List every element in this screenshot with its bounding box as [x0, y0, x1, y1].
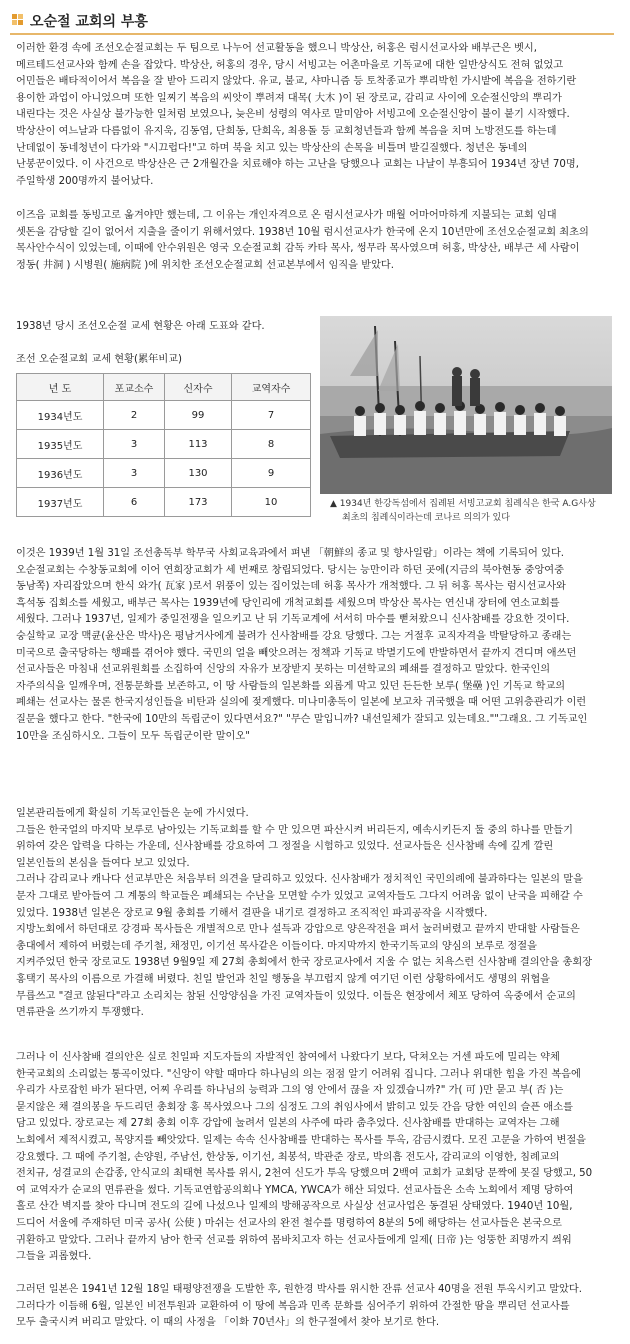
- baptism-photo: [320, 316, 612, 494]
- text-line: 흑석동 집회소를 세웠고, 배부근 목사는 1939년에 당인리에 개척교회를 세웠으며 박상산 목사는 연신내 장터에 연소교회를: [16, 597, 560, 609]
- text-line: 지켜주었던 한국 장로교도 1938년 9월9일 제 27회 총회에서 한국 장로교사에서 지울 수 없는 치욕스런 신사참배 결의안을 총회장: [16, 957, 593, 969]
- column-header: 년 도: [17, 374, 104, 401]
- table-header-row: [17, 374, 311, 401]
- text-line: 총대에서 제하여 버렸는데 주기철, 채정민, 이기선 목사같은 이들이다. 마지막까지 한국기독교의 양심의 보루로 정절을: [16, 940, 537, 952]
- table-cell: 6: [104, 488, 165, 517]
- text-line: 폐쇄는 선교사는 물론 한국지성인들을 비탄과 실의에 젖게했다. 미나미총독이 일본에 보고차 귀국했을 때 어떤 고위층관리가 이런: [16, 697, 587, 709]
- photo-caption: [330, 497, 596, 525]
- intro-paragraph: [16, 41, 614, 190]
- text-line: 숭실학교 교장 맥큔(윤산은 박사)은 평남거사에게 불려가 신사참배를 강요 당했다. 그는 거절후 교직자격을 박탈당하고 종래는: [16, 630, 572, 642]
- text-line: 담고 있었다. 장로교는 제 27회 총회 이후 강압에 눌려서 일본의 사주에 따라 춤추었다. 신사참배를 반대하는 교역자는 그해: [16, 1118, 560, 1130]
- text-line: 자주의식을 일깨우며, 전통문화를 보존하고, 이 땅 사람들의 일본화를 외롭게 막고 있던 든든한 보루( 堡壘 )인 기독교 학교의: [16, 680, 566, 692]
- text-line: 그들을 괴롭혔다.: [16, 1251, 92, 1263]
- table-cell: 99: [165, 401, 232, 430]
- text-line: 동남쪽) 자리잡았으며 한식 와가( 瓦家 )로서 위풍이 있는 집이었는데 허홍 목사가 개척했다. 그 뒤 허홍 목사는 럼시선교사와: [16, 581, 566, 593]
- text-line: 오순절교회는 수창동교회에 이어 연희장교회가 세 번째로 창립되었다. 당시는 능만이라 하던 곳에(지금의 북아현동 중앙여중: [16, 564, 564, 576]
- table-cell: 9: [232, 459, 311, 488]
- status-sentence: 1938년 당시 조선오순절 교세 현황은 아래 도표와 같다.: [16, 321, 265, 332]
- caption-line: 최초의 침례식이라는데 코나르 의의가 있다: [342, 513, 510, 523]
- text-line: 홀로 산간 벽지를 찾아 다니며 전도의 길에 나섰으나 일제의 방해공작으로 사실상 선교사업은 동결된 상태였다. 1940년 10월,: [16, 1201, 573, 1213]
- table-row: [17, 430, 311, 459]
- table-cell: 1937년도: [17, 488, 104, 517]
- officials-paragraph: [16, 806, 614, 1022]
- church-stats-table: [16, 373, 311, 517]
- text-line: 질문을 했다고 한다. "한국에 10만의 독립군이 있다면서요?" "무슨 말입니까? 내선일체가 잘되고 있는데요.""그래요. 그 기독교인: [16, 713, 588, 725]
- resolution-paragraph: [16, 1050, 614, 1266]
- bullet-squares-icon: [12, 14, 24, 26]
- table-cell: 1934년도: [17, 401, 104, 430]
- history-paragraph: [16, 546, 614, 745]
- table-cell: 173: [165, 488, 232, 517]
- text-line: 일본인들의 본심을 들여다 보고 있었다.: [16, 857, 190, 869]
- text-line: 이러한 환경 속에 조선오순절교회는 두 팀으로 나누어 선교활동을 했으니 박상산, 허홍은 럼시선교사와 배부근은 벳시,: [16, 43, 537, 54]
- text-line: 그들은 한국얼의 마지막 보루로 남아있는 기독교회를 할 수 만 있으면 파산시켜 버리든지, 예속시키든지 둘 중의 하나를 만들기: [16, 824, 573, 836]
- header-divider: [10, 33, 614, 35]
- text-line: 묻지않은 채 결의봉을 두드리던 총회장 홍 목사였으나 그의 심정도 그의 취임사에서 밝히고 있듯 간음 당한 여인의 슬픈 애소를: [16, 1101, 573, 1113]
- section-title: 오순절 교회의 부흥: [30, 14, 148, 30]
- column-header: 포교소수: [104, 374, 165, 401]
- text-line: 일본관리들에게 확실히 기독교인들은 눈에 가시였다.: [16, 808, 249, 819]
- text-line: 문자 그대로 받아들여 그 계통의 학교들은 폐쇄되는 수난을 모면할 수가 있었고 교역자들도 그다지 어려움 없이 난국을 피해갈 수: [16, 890, 583, 902]
- text-line: 용이한 과업이 아니었으며 또한 일찌기 복음의 씨앗이 뿌려져 대목( 大木 )이 된 장로교, 감리교 사이에 오순절신앙의 뿌리가: [16, 92, 562, 104]
- text-line: 위하여 갖은 압력을 다하는 가운데, 신사참배를 강요하여 그 정절을 시험하고 있었다. 선교사들은 신사참배 속에 깊게 깔린: [16, 841, 554, 853]
- text-line: 주일학생 200명까지 불어났다.: [16, 175, 154, 187]
- text-line: 모두 출국시켜 버리고 말았다. 이 때의 사정을 「이화 70년사」의 한구절에서 찾아 보기로 한다.: [16, 1317, 440, 1329]
- text-line: 여 교역자가 순교의 면류관을 썼다. 기독교연합공의회나 YMCA, YWCA가 해산 되었다. 선교사들은 소속 노회에서 제명 당하여: [16, 1184, 574, 1196]
- text-line: 내린다는 것은 사실상 불가능한 일처럼 보였으나, 늦은비 성령의 역사로 말미암아 서빙고에 오순절신앙이 불이 붙기 시작했다.: [16, 109, 570, 121]
- text-line: 우리가 사로잡힌 바가 된다면, 어찌 우리를 하나님의 능력과 그의 영 안에서 끊을 자 있겠습니까?" 가( 可 )만 묻고 부( 否 )는: [16, 1085, 564, 1097]
- table-cell: 3: [104, 459, 165, 488]
- text-line: 난데없이 동네청년이 다가와 "시끄럽다!"고 하며 북을 치고 있는 박상산의 손목을 비틀며 발길질했다. 청년은 동네의: [16, 142, 528, 154]
- table-cell: 2: [104, 401, 165, 430]
- caption-line: ▲ 1934년 한강독섬에서 집례된 서빙고교회 침례식은 한국 A.G사상: [330, 499, 596, 509]
- text-line: 지방노회에서 하던대로 강경파 목사들은 개별적으로 만나 설득과 강압으로 양은작전을 펴서 눌러버렸고 끝까지 반대할 사람들은: [16, 924, 580, 936]
- text-line: 정동( 井洞 ) 시병원( 施病院 )에 위치한 조선오순절교회 선교본부에서 임직을 받았다.: [16, 259, 395, 271]
- text-line: 그러나 감리교나 캐나다 선교부만은 처음부터 의견을 달리하고 있었다. 신사참배가 정치적인 국민의례에 불과하다는 일본의 말을: [16, 874, 583, 886]
- closing-paragraph: [16, 1282, 614, 1332]
- table-title: 조선 오순절교회 교세 현황(累年비교): [16, 354, 182, 365]
- text-line: 10만을 조심하시오. 그들이 모두 독립군이란 말이오": [16, 730, 250, 742]
- baptism-photo-image: [320, 316, 612, 494]
- text-line: 면류관을 쓰기까지 투쟁했다.: [16, 1007, 144, 1019]
- text-line: 미국으로 출국당하는 행패를 겪어야 했다. 국민의 얼을 빼앗으려는 정책과 기독교 박멸기도에 반발하면서 끝까지 견디며 애쓰던: [16, 647, 577, 659]
- move-paragraph: [16, 208, 614, 274]
- text-line: 난봉꾼이었다. 이 사건으로 박상산은 근 2개월간을 치료해야 하는 고난을 당했으나 교회는 나날이 부흥되어 1934년 장년 70명,: [16, 159, 579, 171]
- text-line: 이즈음 교회를 동빙고로 옮겨야만 했는데, 그 이유는 개인자격으로 온 럼시선교사가 매월 어마어마하게 지불되는 교회 임대: [16, 210, 557, 221]
- text-line: 박상산이 여느날과 다름없이 유지욱, 김동엽, 단희동, 단희옥, 최용돌 등 교회청년들과 함께 복음을 치며 노방전도를 하는데: [16, 125, 557, 137]
- text-line: 그러나 이 신사참배 결의안은 실로 친일파 지도자들의 자발적인 참여에서 나왔다기 보다, 닥쳐오는 거센 파도에 밀리는 약체: [16, 1052, 560, 1063]
- text-line: 한국교회의 소리없는 통곡이었다. "신앙이 약할 때마다 하나님의 의는 점점 알기 어려워 집니다. 그러나 위대한 힘을 가진 복음에: [16, 1068, 581, 1080]
- text-line: 셋돈을 감당할 길이 없어서 지출을 줄이기 위해서였다. 1938년 10월 럼시선교사가 한국에 온지 10년만에 조선오순절교회 최초의: [16, 226, 589, 238]
- table-cell: 10: [232, 488, 311, 517]
- text-line: 전치규, 성결교의 손갑종, 안식교의 최태현 목사를 위시, 2천여 신도가 투옥 당했으며 2백여 교회가 교회당 문짝에 못질 당했고, 50: [16, 1168, 593, 1180]
- table-cell: 1936년도: [17, 459, 104, 488]
- text-line: 홍택기 목사의 이름으로 가결해 버렸다. 친일 발언과 친일 행동을 부끄럽지 않게 여기던 이런 상황하에서도 생명의 위협을: [16, 973, 551, 985]
- text-line: 노회에서 제적시켰고, 목양지를 빼앗았다. 일제는 속속 신사참배를 반대하는 목사를 투옥, 감금시켰다. 모진 고문을 가하여 변절을: [16, 1134, 587, 1146]
- table-row: [17, 459, 311, 488]
- text-line: 있었다. 1938년 일본은 장로교 9월 총회를 기해서 결판을 내기로 결정하고 조직적인 파괴공작을 시작했다.: [16, 907, 488, 919]
- table-row: [17, 401, 311, 430]
- table-row: [17, 488, 311, 517]
- text-line: 강요했다. 그 때에 주기철, 손양원, 주남선, 한상동, 이기선, 최봉석, 박관준 장로, 박의흠 전도사, 감리교의 이영한, 침례교의: [16, 1151, 560, 1163]
- table-cell: 3: [104, 430, 165, 459]
- text-line: 그러다가 이듬해 6월, 일본인 비전투원과 교환하여 이 땅에 복음과 민족 문화를 심어주기 위하여 간절한 땀을 뿌리던 선교사를: [16, 1300, 570, 1312]
- text-line: 메르테드선교사와 함께 손을 잡았다. 박상산, 허홍의 경우, 당시 서빙고는 어촌마을로 기독교에 대한 일반상식도 전혀 없었고: [16, 59, 564, 71]
- table-cell: 1935년도: [17, 430, 104, 459]
- table-cell: 7: [232, 401, 311, 430]
- text-line: 이것은 1939년 1월 31일 조선총독부 학무국 사회교육과에서 펴낸 「朝鮮의 종교 및 향사일람」이라는 책에 기록되어 있다.: [16, 548, 565, 559]
- table-cell: 130: [165, 459, 232, 488]
- column-header: 신자수: [165, 374, 232, 401]
- text-line: 그러던 일본은 1941년 12월 18일 태평양전쟁을 도발한 후, 원한경 박사를 위시한 잔류 선교사 40명을 전원 투옥시키고 말았다.: [16, 1284, 582, 1295]
- text-line: 드디어 서울에 주재하던 미국 공사( 公使 ) 마쉬는 선교사의 완전 철수를 명령하여 8분의 5에 해당하는 선교사들은 본국으로: [16, 1217, 562, 1229]
- section-header: [10, 8, 614, 32]
- text-line: 목사안수식이 있었는데, 이때에 안수위원은 영국 오순절교회 감독 카타 목사, 썽무라 목사였으며 허홍, 박상산, 배부근 세 사람이: [16, 243, 580, 255]
- text-line: 무릅쓰고 "결코 않된다"라고 소리치는 참된 신앙양심을 가진 교역자들이 있었다. 이들은 현장에서 체포 당하여 옥중에서 순교의: [16, 990, 576, 1002]
- table-cell: 8: [232, 430, 311, 459]
- column-header: 교역자수: [232, 374, 311, 401]
- text-line: 어민들은 배타적이어서 복음을 잘 받아 드리지 않았다. 유교, 불교, 샤마니즘 등 토착종교가 뿌리박힌 가시밭에 복음을 전하기란: [16, 76, 577, 88]
- table-cell: 113: [165, 430, 232, 459]
- text-line: 선교사들은 마침내 선교위원회를 소집하여 신앙의 자유가 보장받지 못하는 미션학교의 폐쇄를 결정하고 말았다. 한국인의: [16, 664, 551, 676]
- text-line: 세웠다. 그러나 1937년, 일제가 중일전쟁을 일으키고 난 뒤 기독교계에 서서히 마수를 뻗쳐왔으니 신사참배를 강요한 것이다.: [16, 614, 570, 626]
- text-line: 귀환하고 말았다. 그러나 끝까지 남아 한국 선교를 위하여 몸바치고자 하는 선교사들에게 일제( 日帝 )는 엉뚱한 죄명까지 씌워: [16, 1234, 572, 1246]
